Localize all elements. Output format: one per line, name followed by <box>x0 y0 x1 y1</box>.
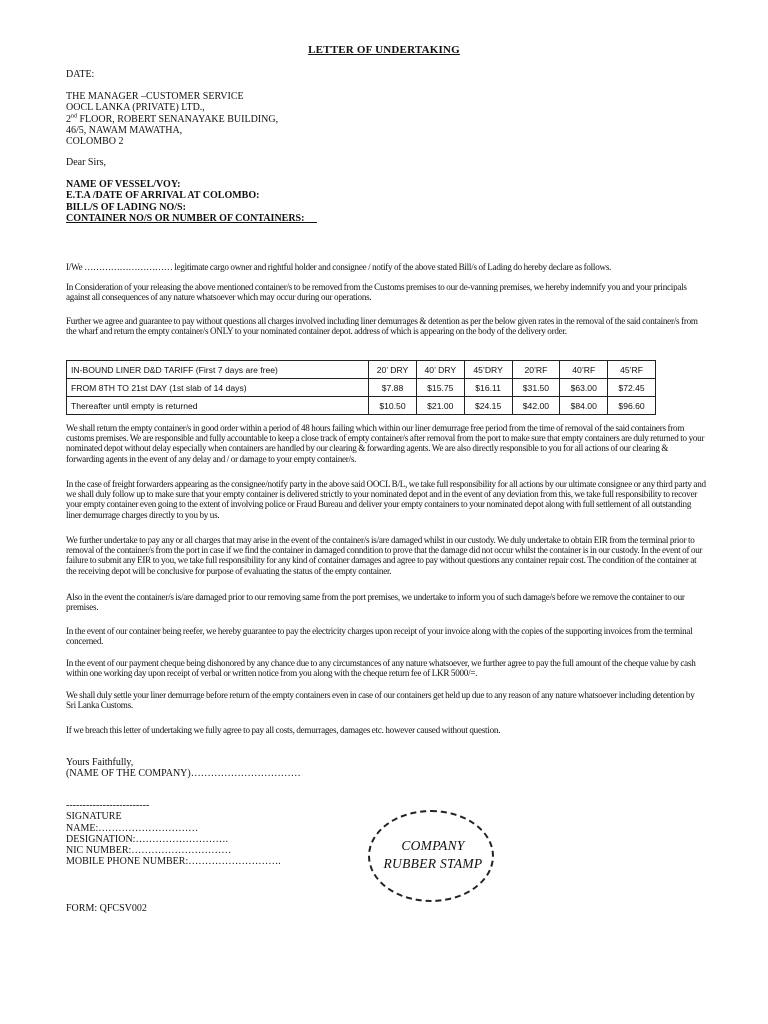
tariff-cell: $24.15 <box>464 397 512 415</box>
company-stamp-placeholder <box>368 810 494 902</box>
name-line: NAME:………………………… <box>66 822 199 834</box>
paragraph-declaration: I/We ………………………… legitimate cargo owner and rightful holder and consignee / notify of the above stated Bill/s of Lading do hereby declare as follows. <box>66 262 612 272</box>
tariff-table <box>66 360 656 415</box>
paragraph-reefer: In the event of our container being reefer, we hereby guarantee to pay the electricity charges upon receipt of your invoice along with the copies of the supporting invoices from the terminal concerned. <box>66 626 693 647</box>
tariff-cell: FROM 8TH TO 21st DAY (1st slab of 14 days) <box>67 379 369 397</box>
mobile-phone-line: MOBILE PHONE NUMBER:………………………. <box>66 856 281 868</box>
paragraph-port-damage: Also in the event the container/s is/are damaged prior to our removing same from the port premises, we undertake to inform you of such damage/s before we remove the container to our premises. <box>66 592 685 613</box>
company-name-line: (NAME OF THE COMPANY)…………………………… <box>66 768 301 780</box>
eta-field: E.T.A /DATE OF ARRIVAL AT COLOMBO: <box>66 190 260 202</box>
address-line-5: COLOMBO 2 <box>66 136 124 148</box>
yours-faithfully: Yours Faithfully, <box>66 757 134 768</box>
tariff-cell: $63.00 <box>560 379 608 397</box>
signature-block <box>66 800 281 868</box>
tariff-header-cell: IN-BOUND LINER D&D TARIFF (First 7 days are free) <box>67 361 369 379</box>
signature-label: SIGNATURE <box>66 811 122 823</box>
floor-building: FLOOR, ROBERT SENANAYAKE BUILDING, <box>77 113 279 125</box>
stamp-text-line-2: RUBBER STAMP <box>383 856 483 871</box>
recipient-address <box>66 91 278 147</box>
date-field <box>66 69 94 80</box>
tariff-header-cell: 45’DRY <box>464 361 512 379</box>
container-field-label: CONTAINER NO/S OR NUMBER OF CONTAINERS: <box>66 212 305 224</box>
tariff-header-cell: 40’RF <box>560 361 608 379</box>
tariff-cell: $7.88 <box>369 379 417 397</box>
tariff-cell: Thereafter until empty is returned <box>67 397 369 415</box>
tariff-row <box>67 379 656 397</box>
tariff-header-cell: 45’RF <box>608 361 656 379</box>
date-label: DATE: <box>66 69 95 80</box>
tariff-row <box>67 397 656 415</box>
nic-number-line: NIC NUMBER:………………………… <box>66 845 232 857</box>
paragraph-guarantee: Further we agree and guarantee to pay without questions all charges involved including liner demurrages & detention as per the below given rates in the removal of the said container/s from the wharf and return the empty container/s ONLY to your nominated container depot. address of which is appearing on the body of the delivery order. <box>66 316 698 337</box>
closing-block <box>66 757 301 780</box>
salutation: Dear Sirs, <box>66 157 106 168</box>
paragraph-demurrage: We shall duly settle your liner demurrage before return of the empty containers even in case of our containers get held up due to any reason of any nature whatsoever including detention by Sri Lanka Customs. <box>66 690 695 711</box>
tariff-header-cell: 40’ DRY <box>416 361 464 379</box>
paragraph-cheque: In the event of our payment cheque being dishonored by any chance due to any circumstances of any nature whatsoever, we further agree to pay the full amount of the cheque value by cash within one working day upon receipt of verbal or written notice from you along with the cheque return fee of LKR 5000/=. <box>66 658 696 679</box>
container-field <box>66 213 317 224</box>
tariff-cell: $15.75 <box>416 379 464 397</box>
paragraph-breach: If we breach this letter of undertaking we fully agree to pay all costs, demurrages, damages etc. however caused without question. <box>66 725 501 735</box>
address-line-2: OOCL LANKA (PRIVATE) LTD., <box>66 102 205 114</box>
floor-number: 2 <box>66 113 71 125</box>
bill-of-lading-field: BILL/S OF LADING NO/S: <box>66 201 186 213</box>
paragraph-indemnity: In Consideration of your releasing the above mentioned container/s to be removed from the Customs premises to our de-vanning premises, we hereby indemnify you and your principals against all consequences of any nature whatsoever which may occur during our operations. <box>66 282 687 303</box>
paragraph-freight-forwarders: In the case of freight forwarders appearing as the consignee/notify party in the above said OOCL B/L, we take full responsibility for all actions by our ultimate consignee or any third party and we shall duly follow up to make sure that your empty container is delivered strictly to your nominated depot and in the event of any deviation from this, we take full responsibility to recover your empty container even going to the extent of involving police or Fraud Bureau and deliver your empty containers to your nominated depot along with full settlement of all outstanding liner demurrage charges directly to you by us. <box>66 479 706 520</box>
document-title: LETTER OF UNDERTAKING <box>308 44 460 56</box>
tariff-cell: $10.50 <box>369 397 417 415</box>
tariff-cell: $72.45 <box>608 379 656 397</box>
vessel-field: NAME OF VESSEL/VOY: <box>66 179 181 190</box>
paragraph-return-empty: We shall return the empty container/s in good order within a period of 48 hours failing which within our liner demurrage free period from the time of removal of the said containers from customs premises. We are responsible and fully accountable to keep a close track of empty container/s after removal from the port to make sure that empty containers are duly returned to your nominated depot without delay especially when containers are handled by our clearing & forwarding agents. We are also directly responsible to you for all actions of our clearing & forwarding agents in the event of any delay and / or damage to your empty container/s. <box>66 423 705 464</box>
designation-line: DESIGNATION:………………………. <box>66 833 228 845</box>
address-line-3 <box>66 114 278 125</box>
shipment-fields <box>66 179 317 224</box>
address-line-1: THE MANAGER –CUSTOMER SERVICE <box>66 91 244 102</box>
tariff-header-row <box>67 361 656 379</box>
tariff-cell: $42.00 <box>512 397 560 415</box>
address-line-4: 46/5, NAWAM MAWATHA, <box>66 124 183 136</box>
tariff-cell: $31.50 <box>512 379 560 397</box>
stamp-text-line-1: COMPANY <box>401 838 465 853</box>
tariff-header-cell: 20’ DRY <box>369 361 417 379</box>
tariff-header-cell: 20’RF <box>512 361 560 379</box>
tariff-cell: $96.60 <box>608 397 656 415</box>
tariff-cell: $21.00 <box>416 397 464 415</box>
paragraph-damage-charges: We further undertake to pay any or all charges that may arise in the event of the container/s is/are damaged whilst in our custody. We duly undertake to obtain EIR from the terminal prior to removal of the container/s from the port in case if we find the container in damaged conndition to prove that the damage did not occur whilst the container is in our custody. In the event of our failure to submit any EIR to you, we take full responsibility for any kind of container damages and agree to pay without questions any container repair cost. The condition of the container at the receiving depot will be conclusive for purpose of evaluating the status of the empty container. <box>66 535 703 576</box>
tariff-cell: $16.11 <box>464 379 512 397</box>
tariff-cell: $84.00 <box>560 397 608 415</box>
floor-suffix: nd <box>71 113 77 120</box>
form-code: FORM: QFCSV002 <box>66 903 147 914</box>
signature-line: ------------------------- <box>66 800 150 811</box>
